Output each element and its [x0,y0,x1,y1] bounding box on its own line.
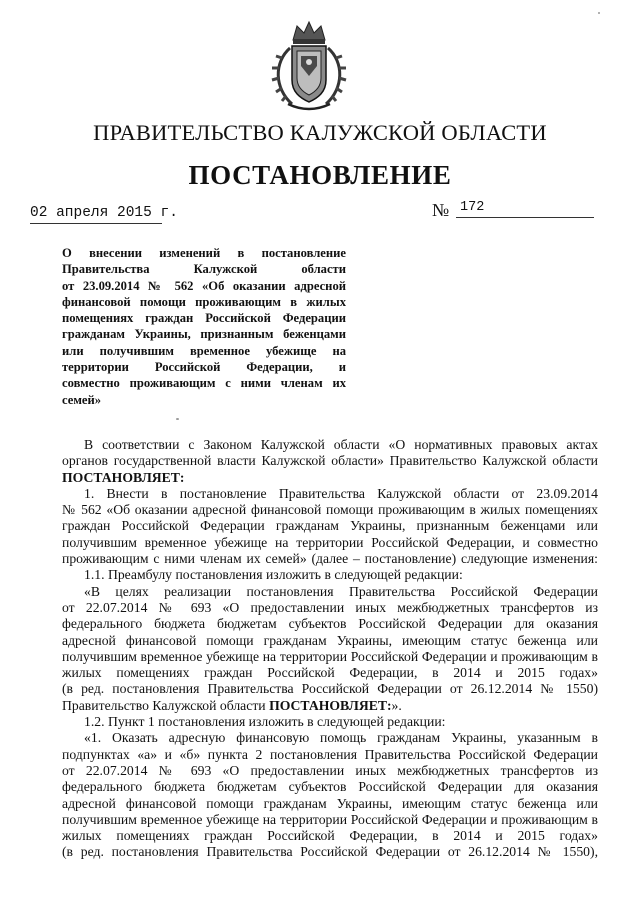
document-number: 172 [456,200,594,218]
body-line: от 22.07.2014 № 693 «О предоставлении иных межбюджетных трансфертов из [62,599,598,615]
body-line: «В целях реализации постановления Правительства Российской Федерации [84,583,598,599]
body-line: жилых помещениях граждан Российской Федерации, в 2014 и 2015 годах» [62,665,598,681]
body-line: проживающим с ними членам их семей» (далее – постановление) следующие изменения: [62,551,598,567]
body-line: 1.2. Пункт 1 постановления изложить в следующей редакции: [84,714,446,730]
number-label: № [432,200,450,220]
body-line-tail: ». [391,697,402,713]
coat-of-arms-emblem [268,18,350,114]
subject-line: помещениях граждан Российской Федерации [62,311,346,326]
body-line-text: Правительство Калужской области [62,697,270,713]
body-line: В соответствии с Законом Калужской области «О нормативных правовых актах [84,437,598,452]
subject-line: Правительства Калужской области [62,262,346,277]
subject-line: совместно проживающим с ними членам их [62,376,346,391]
organization-title: ПРАВИТЕЛЬСТВО КАЛУЖСКОЙ ОБЛАСТИ [93,120,547,145]
subject-line: семей» [62,392,102,407]
body-line: «1. Оказать адресную финансовую помощь гражданам Украины, указанным в [84,730,598,746]
body-line: получившим временное убежище на территории Российской Федерации, и совместно [62,534,598,550]
body-line-emphasis: ПОСТАНОВЛЯЕТ: [269,697,392,713]
body-line: (в ред. постановления Правительства Российской Федерации от 26.12.2014 № 1550), [62,844,598,860]
body-line [62,470,598,486]
body-line: федерального бюджета бюджетам субъектов Российской Федерации для оказания [62,616,598,632]
subject-line: О внесении изменений в постановление [62,246,346,260]
document-body [62,437,598,861]
body-line [62,698,598,714]
subject-line: финансовой помощи проживающим в жилых [62,294,346,309]
subject-line: территории Российской Федерации, и [62,360,346,375]
subject-line: гражданам Украины, признанным беженцами [62,327,346,342]
body-line: жилых помещениях граждан Российской Федерации, в 2014 и 2015 годах» [62,828,598,844]
body-line-emphasis: ПОСТАНОВЛЯЕТ: [62,469,185,485]
body-line: (в ред. постановления Правительства Российской Федерации от 26.12.2014 № 1550) [62,681,598,697]
body-line: граждан Российской Федерации гражданам Украины, признанным беженцами или [62,518,598,534]
body-line: получившим временное убежище на территории Российской Федерации и проживающим в [62,648,598,664]
scan-speck [176,418,179,420]
body-line: 1.1. Преамбулу постановления изложить в следующей редакции: [84,567,463,583]
body-line: от 22.07.2014 № 693 «О предоставлении иных межбюджетных трансфертов из [62,762,598,778]
subject-line: или получившим временное убежище на [62,343,346,358]
body-line: получившим временное убежище на территории Российской Федерации и проживающим в [62,811,598,827]
body-line: № 562 «Об оказании адресной финансовой помощи проживающим в жилых помещениях [62,502,598,518]
document-date: 02 апреля 2015 г. [30,205,178,221]
body-line: федерального бюджета бюджетам субъектов Российской Федерации для оказания [62,779,598,795]
subject-line: от 23.09.2014 № 562 «Об оказании адресной [62,278,346,293]
scan-speck [598,12,600,14]
body-line: адресной финансовой помощи гражданам Украины, имеющим статус беженца или [62,795,598,811]
date-underline [30,223,162,224]
body-line: адресной финансовой помощи гражданам Украины, имеющим статус беженца или [62,632,598,648]
body-line: органов государственной власти Калужской области» Правительство Калужской области [62,453,598,469]
body-line: 1. Внести в постановление Правительства Калужской области от 23.09.2014 [84,485,598,501]
body-line: подпунктах «а» и «б» пункта 2 постановления Правительства Российской Федерации [62,746,598,762]
document-type-title: ПОСТАНОВЛЕНИЕ [188,160,452,190]
document-subject [62,245,346,408]
